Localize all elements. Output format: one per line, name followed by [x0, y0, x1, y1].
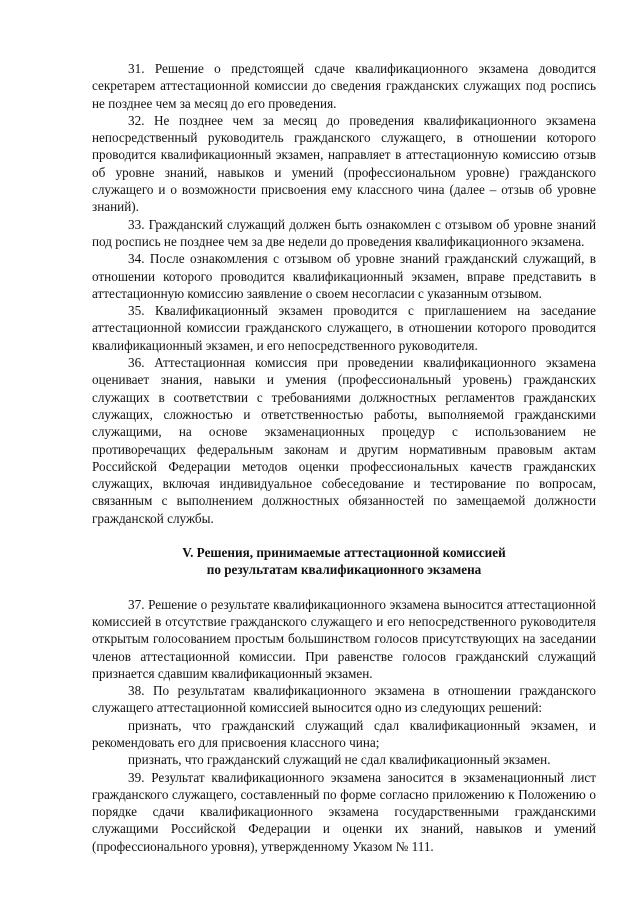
- paragraph-36: 36. Аттестационная комиссия при проведении квалификационного экзамена оценивает знания, навыки и умения (профессиональный уровень) гражданских служащих в соответствии с требованиями должностных регламентов гражданских служащих, сложностью и ответственностью работы, выполняемой гражданскими служащими, на основе экзаменационных процедур с использованием не противоречащих федеральным законам и другим нормативным правовым актам Российской Федерации методов оценки профессиональных качеств гражданских служащих, включая индивидуальное собеседование и тестирование по вопросам, связанным с выполнением должностных обязанностей по замещаемой должности гражданской службы.: [92, 355, 596, 526]
- paragraph-34: 34. После ознакомления с отзывом об уровне знаний гражданский служащий, в отношении которого проводится квалификационный экзамен, вправе представить в аттестационную комиссию заявление о своем несогласии с указанным отзывом.: [92, 251, 596, 301]
- paragraph-39: 39. Результат квалификационного экзамена заносится в экзаменационный лист гражданского служащего, составленный по форме согласно приложению к Положению о порядке сдачи квалификационного экзамена государственными гражданскими служащими Российской Федерации и оценки их знаний, навыков и умений (профессионального уровня), утвержденному Указом № 111.: [92, 769, 596, 854]
- paragraph-38: 38. По результатам квалификационного экзамена в отношении гражданского служащего аттестационной комиссией выносится одно из следующих решений:: [92, 683, 596, 716]
- section-heading: [92, 544, 596, 579]
- document-page: [92, 60, 596, 855]
- section-heading-line2: по результатам квалификационного экзамена: [206, 562, 482, 578]
- section-heading-line1: V. Решения, принимаемые аттестационной комиссией: [182, 545, 506, 561]
- paragraph-35: 35. Квалификационный экзамен проводится с приглашением на заседание аттестационной комиссии гражданского служащего, в отношении которого проводится квалификационный экзамен, и его непосредственного руководителя.: [92, 303, 596, 353]
- paragraph-38-option-2: признать, что гражданский служащий не сдал квалификационный экзамен.: [128, 752, 551, 768]
- paragraph-31: 31. Решение о предстоящей сдаче квалификационного экзамена доводится секретарем аттестационной комиссии до сведения гражданских служащих под роспись не позднее чем за месяц до его проведения.: [92, 61, 596, 111]
- paragraph-38-option-1: признать, что гражданский служащий сдал квалификационный экзамен, и рекомендовать его для присвоения классного чина;: [92, 717, 596, 750]
- paragraph-32: 32. Не позднее чем за месяц до проведения квалификационного экзамена непосредственный руководитель гражданского служащего, в отношении которого проводится квалификационный экзамен, направляет в аттестационную комиссию отзыв об уровне знаний, навыков и умений (профессиональном уровне) гражданского служащего и о возможности присвоения ему классного чина (далее – отзыв об уровне знаний).: [92, 112, 596, 215]
- paragraph-33: 33. Гражданский служащий должен быть ознакомлен с отзывом об уровне знаний под роспись не позднее чем за две недели до проведения квалификационного экзамена.: [92, 216, 596, 249]
- paragraph-37: 37. Решение о результате квалификационного экзамена выносится аттестационной комиссией в отсутствие гражданского служащего и его непосредственного руководителя открытым голосованием простым большинством голосов присутствующих на заседании членов аттестационной комиссии. При равенстве голосов гражданский служащий признается сдавшим квалификационный экзамен.: [92, 596, 596, 681]
